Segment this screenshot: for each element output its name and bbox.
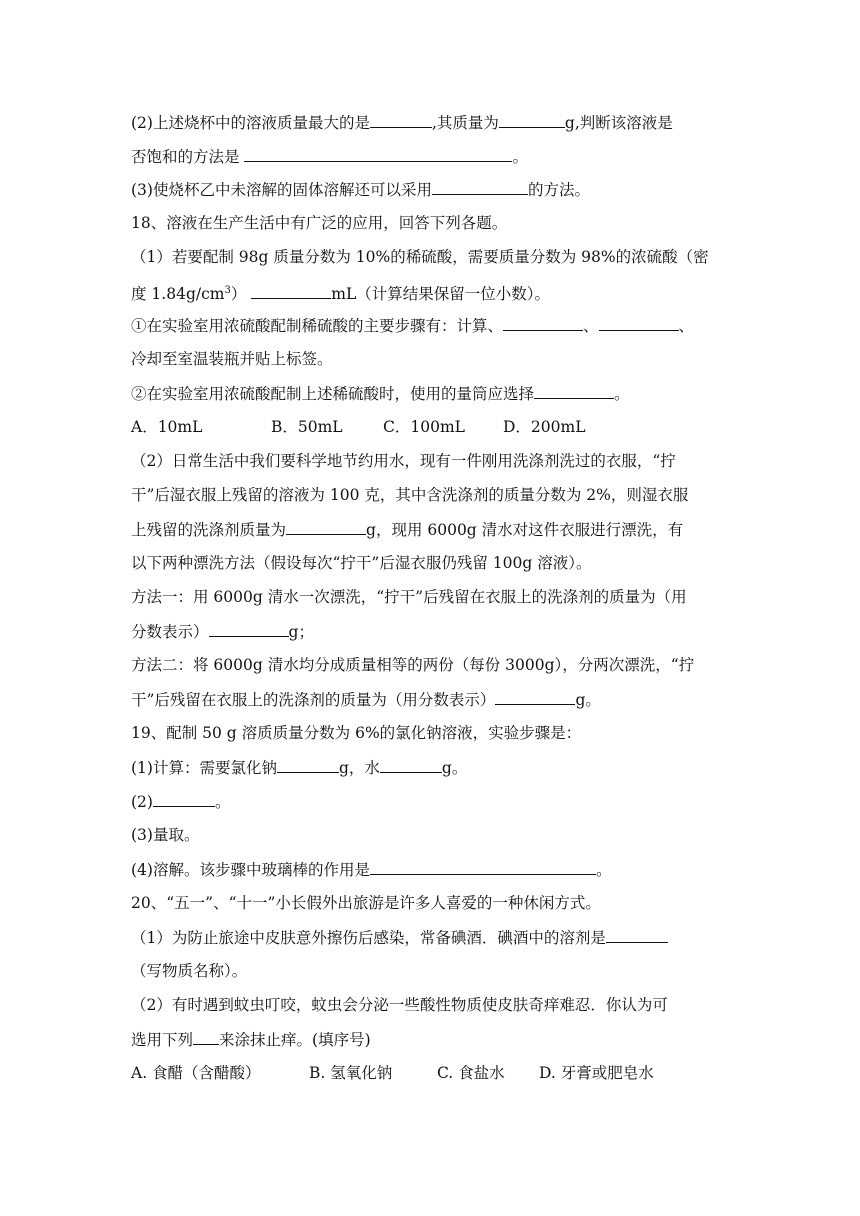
q20-title: 20、“五一”、“十一”小长假外出旅游是许多人喜爱的一种休闲方式。 [131, 894, 601, 912]
q18-method1-line2 [131, 619, 731, 643]
answer-blank [370, 857, 596, 875]
answer-blank [534, 381, 614, 399]
text: ） [230, 285, 247, 304]
q18-method1-line1: 方法一：用 6000g 清水一次漂洗，“拧干”后残留在衣服上的洗涤剂的质量为（用 [131, 588, 687, 606]
q17-part2-line2 [131, 144, 731, 168]
text: (2)上述烧杯中的溶液质量最大的是 [131, 114, 370, 132]
q18-part2-line3 [131, 517, 731, 541]
q18-title: 18、溶液在生产生活中有广泛的应用，回答下列各题。 [131, 214, 508, 232]
text: (1)计算：需要氯化钠 [131, 759, 277, 777]
superscript: 3 [224, 285, 231, 296]
q18-part1-line2 [131, 279, 731, 303]
option-a: A．10mL [131, 418, 203, 436]
text: ,其质量为 [431, 114, 499, 132]
text: g。 [441, 759, 468, 777]
answer-blank [251, 281, 331, 299]
q20-options [131, 1061, 731, 1085]
q17-part2-line1 [131, 110, 731, 134]
q18-part2-line1: （2）日常生活中我们要科学地节约用水，现有一件刚用洗涤剂洗过的衣服，“拧 [131, 452, 676, 470]
q18-method2-line1: 方法二：将 6000g 清水均分成质量相等的两份（每份 3000g），分两次漂洗，“拧 [131, 656, 695, 674]
answer-blank [503, 313, 583, 331]
text: 否饱和的方法是 [131, 148, 240, 166]
text: 。 [595, 861, 612, 879]
option-a: A. 食醋（含醋酸） [131, 1064, 261, 1082]
answer-blank [193, 1027, 219, 1045]
q19-step4 [131, 857, 731, 881]
text: g。 [575, 691, 601, 709]
q20-part2-line1: （2）有时遇到蚊虫叮咬，蚊虫会分泌一些酸性物质使皮肤奇痒难忍．你认为可 [131, 996, 668, 1014]
q19-step1 [131, 755, 731, 779]
q18-method2-line2 [131, 687, 731, 711]
text: mL（计算结果保留一位小数）。 [331, 285, 551, 304]
text: 。 [512, 148, 528, 166]
text: g，现用 6000g 清水对这件衣服进行漂洗，有 [366, 521, 684, 539]
q18-part1-line1: （1）若要配制 98g 质量分数为 10%的稀硫酸，需要质量分数为 98%的浓硫酸（密 [131, 248, 709, 266]
text: 干”后残留在衣服上的洗涤剂的质量为（用分数表示） [131, 691, 496, 709]
q17-part3 [131, 177, 731, 201]
text: 。 [214, 793, 231, 811]
answer-blank [209, 619, 289, 637]
q18-step1-line2: 冷却至室温装瓶并贴上标签。 [131, 350, 333, 368]
text: g,判断该溶液是 [564, 114, 673, 132]
q19-title: 19、配制 50 g 溶质质量分数为 6%的氯化钠溶液，实验步骤是： [131, 724, 582, 742]
q18-options [131, 415, 731, 439]
answer-blank [432, 177, 528, 195]
option-c: C．100mL [383, 418, 465, 436]
q19-step2 [131, 789, 731, 813]
q18-step1-line1 [131, 313, 731, 337]
text: （1）为防止旅途中皮肤意外擦伤后感染，常备碘酒．碘酒中的溶剂是 [131, 929, 606, 947]
q20-part1-line1 [131, 925, 731, 949]
answer-blank [286, 517, 366, 535]
text: 的方法。 [527, 181, 590, 199]
option-b: B. 氢氧化钠 [309, 1064, 393, 1082]
option-b: B．50mL [271, 418, 343, 436]
text: ①在实验室用浓硫酸配制稀硫酸的主要步骤有：计算、 [131, 317, 504, 335]
text: 。 [614, 385, 630, 403]
q20-part2-line2 [131, 1027, 731, 1051]
text: (3)使烧杯乙中未溶解的固体溶解还可以采用 [131, 181, 432, 199]
q18-part2-line4: 以下两种漂洗方法（假设每次“拧干”后湿衣服仍残留 100g 溶液）。 [131, 554, 592, 572]
answer-blank [370, 110, 432, 128]
text: 度 1.84g/cm [131, 285, 225, 304]
answer-blank [599, 313, 679, 331]
answer-blank [380, 755, 442, 773]
q20-part1-line2: （写物质名称）。 [131, 962, 248, 980]
option-d: D. 牙膏或肥皂水 [539, 1064, 654, 1082]
text: g； [288, 623, 314, 641]
text: ②在实验室用浓硫酸配制上述稀硫酸时，使用的量筒应选择 [131, 385, 535, 403]
text: (2) [131, 793, 153, 811]
answer-blank [244, 144, 512, 162]
answer-blank [277, 755, 339, 773]
answer-blank [153, 789, 215, 807]
text: 选用下列 [131, 1031, 194, 1049]
option-c: C. 食盐水 [437, 1064, 505, 1082]
option-d: D．200mL [503, 418, 586, 436]
answer-blank [495, 687, 575, 705]
q18-step2 [131, 381, 731, 405]
text: 、 [678, 317, 695, 335]
answer-blank [606, 925, 668, 943]
q19-step3: (3)量取。 [131, 826, 200, 844]
answer-blank [499, 110, 565, 128]
text: 分数表示） [131, 623, 209, 641]
text: 、 [583, 317, 599, 335]
text: g，水 [338, 759, 380, 777]
q18-part2-line2: 干”后湿衣服上残留的溶液为 100 克，其中含洗涤剂的质量分数为 2%，则湿衣服 [131, 486, 689, 504]
text: (4)溶解。该步骤中玻璃棒的作用是 [131, 861, 370, 879]
text: 上残留的洗涤剂质量为 [131, 521, 287, 539]
text: 来涂抹止痒。(填序号) [219, 1031, 371, 1049]
